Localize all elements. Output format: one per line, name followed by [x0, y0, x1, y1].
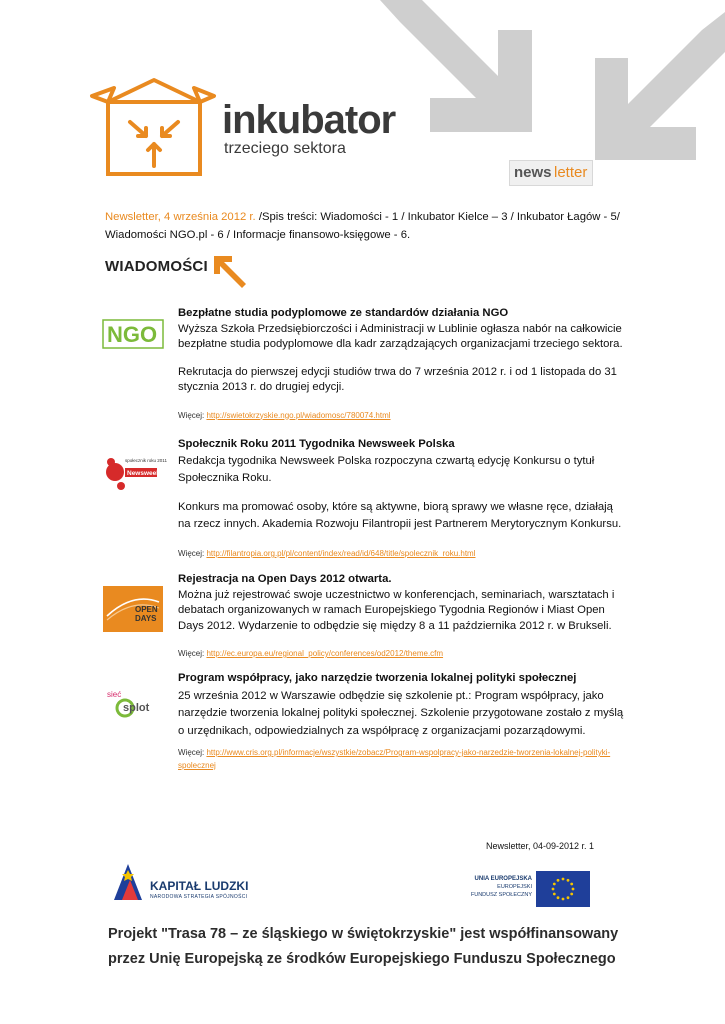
intro-date: Newsletter, 4 września 2012 r.: [105, 211, 256, 223]
intro-toc: /Spis treści: Wiadomości - 1 / Inkubator Kielce – 3 / Inkubator Łagów - 5/ Wiadomości NGO.pl - 6 / Informacje finansowo-księgowe - 6.: [105, 211, 620, 241]
project-line-2: przez Unię Europejską ze środków Europejskiego Funduszu Społecznego: [108, 951, 616, 967]
siec-splot-logo-icon: [103, 684, 163, 724]
news-link[interactable]: http://ec.europa.eu/regional_policy/conferences/od2012/theme.cfm: [206, 649, 444, 658]
news-body: 25 września 2012 w Warszawie odbędzie się szkolenie pt.: Program współpracy, jako narzędzie tworzenia lokalnej polityki społecznej. Szkolenie przygotowane zostało z myślą o urzędnikach, odpowiedzialnych za współpracę z organizacjami pozarządowymi.: [178, 689, 624, 737]
badge-letter: letter: [554, 164, 588, 181]
news-more: [178, 545, 628, 562]
news-more: [178, 746, 628, 772]
news-item-open-days: [178, 572, 628, 662]
news-more: [178, 408, 628, 424]
news-body-2: Rekrutacja do pierwszej edycji studiów trwa do 7 września 2012 r. i od 1 listopada do 31 stycznia 2013 r. do drugiej edycji.: [178, 365, 617, 393]
eu-flag-icon: [536, 871, 590, 907]
news-title: Społecznik Roku 2011 Tygodnika Newsweek Polska: [178, 438, 455, 450]
project-line-1: Projekt "Trasa 78 – ze śląskiego w świętokrzyskie" jest współfinansowany: [108, 926, 619, 942]
page-footer: Newsletter, 04-09-2012 r. 1: [486, 841, 595, 851]
news-link[interactable]: http://filantropia.org.pl/pl/content/index/read/id/648/title/spolecznik_roku.html: [206, 549, 476, 558]
news-body-2: Konkurs ma promować osoby, które są aktywne, biorą sprawy we własne ręce, działają na rzecz innych. Akademia Rozwoju Filantropii jest Partnerem Merytorycznym Konkursu.: [178, 501, 622, 530]
news-item-spolecznik: [178, 436, 628, 562]
intro-paragraph: [105, 208, 625, 244]
section-title: WIADOMOŚCI: [105, 258, 208, 275]
news-link[interactable]: http://swietokrzyskie.ngo.pl/wiadomosc/780074.html: [206, 410, 391, 420]
orange-arrow-icon: [212, 254, 248, 290]
kapital-ludzki-logo-icon: [108, 860, 148, 906]
newsletter-badge: [509, 160, 593, 186]
news-item-program: [178, 670, 628, 772]
spolecznik-logo-icon: [103, 450, 167, 496]
newsweek-thumb-text: Newsweek: [127, 470, 160, 477]
news-body: Redakcja tygodnika Newsweek Polska rozpoczyna czwartą edycję Konkursu o tytuł Społecznika Roku.: [178, 455, 595, 484]
more-label: Więcej:: [178, 410, 207, 420]
news-link[interactable]: http://www.cris.org.pl/informacje/wszystkie/zobacz/Program-wspolpracy-jako-narzedzie-tworzenia-lokalnej-polityki-spolecznej: [178, 748, 611, 770]
badge-news: news: [514, 164, 552, 181]
more-label: Więcej:: [178, 549, 207, 558]
logo-wordmark: inkubator: [222, 98, 396, 142]
kl-name: KAPITAŁ LUDZKI: [150, 879, 249, 893]
ngo-thumb-text: NGO: [107, 322, 158, 347]
news-body: Wyższa Szkoła Przedsiębiorczości i Administracji w Lublinie ogłasza nabór na całkowicie bezpłatne studia podyplomowe dla kadr zarządzających organizacjami trzeciego sektora.: [178, 322, 623, 350]
ngo-logo-icon: [103, 320, 163, 348]
ue-label-1: UNIA EUROPEJSKA: [474, 876, 532, 882]
inkubator-logo-icon: [88, 70, 218, 182]
news-body: Można już rejestrować swoje uczestnictwo w konferencjach, seminariach, warsztatach i debatach organizowanych w ramach Europejskiego Tygodnia Regionów i Miast Open Days 2012. Wydarzenie to odbędzie się między 8 a 11 października 2012 r. w Brukseli.: [178, 588, 615, 632]
days-thumb-text: DAYS: [135, 614, 157, 623]
siec-thumb-text: sieć: [107, 690, 122, 699]
kl-subtitle: NARODOWA STRATEGIA SPÓJNOŚCI: [150, 894, 248, 900]
news-title: Rejestracja na Open Days 2012 otwarta.: [178, 573, 392, 585]
news-title: Bezpłatne studia podyplomowe ze standardów działania NGO: [178, 307, 509, 319]
logo-subtitle: trzeciego sektora: [224, 140, 346, 157]
ue-label-3: FUNDUSZ SPOŁECZNY: [470, 892, 532, 898]
open-days-logo-icon: [103, 586, 163, 632]
more-label: Więcej:: [178, 649, 207, 658]
news-more: [178, 646, 628, 662]
news-item-studia: [178, 306, 628, 423]
splot-thumb-text: splot: [123, 702, 150, 714]
open-thumb-text: OPEN: [135, 605, 158, 614]
ue-label-2: EUROPEJSKI: [497, 884, 532, 890]
news-title: Program współpracy, jako narzędzie tworzenia lokalnej polityki społecznej: [178, 672, 577, 684]
more-label: Więcej:: [178, 748, 207, 757]
project-statement: [108, 922, 628, 972]
spolecznik-thumb-text: społecznik roku 2011: [125, 458, 167, 463]
